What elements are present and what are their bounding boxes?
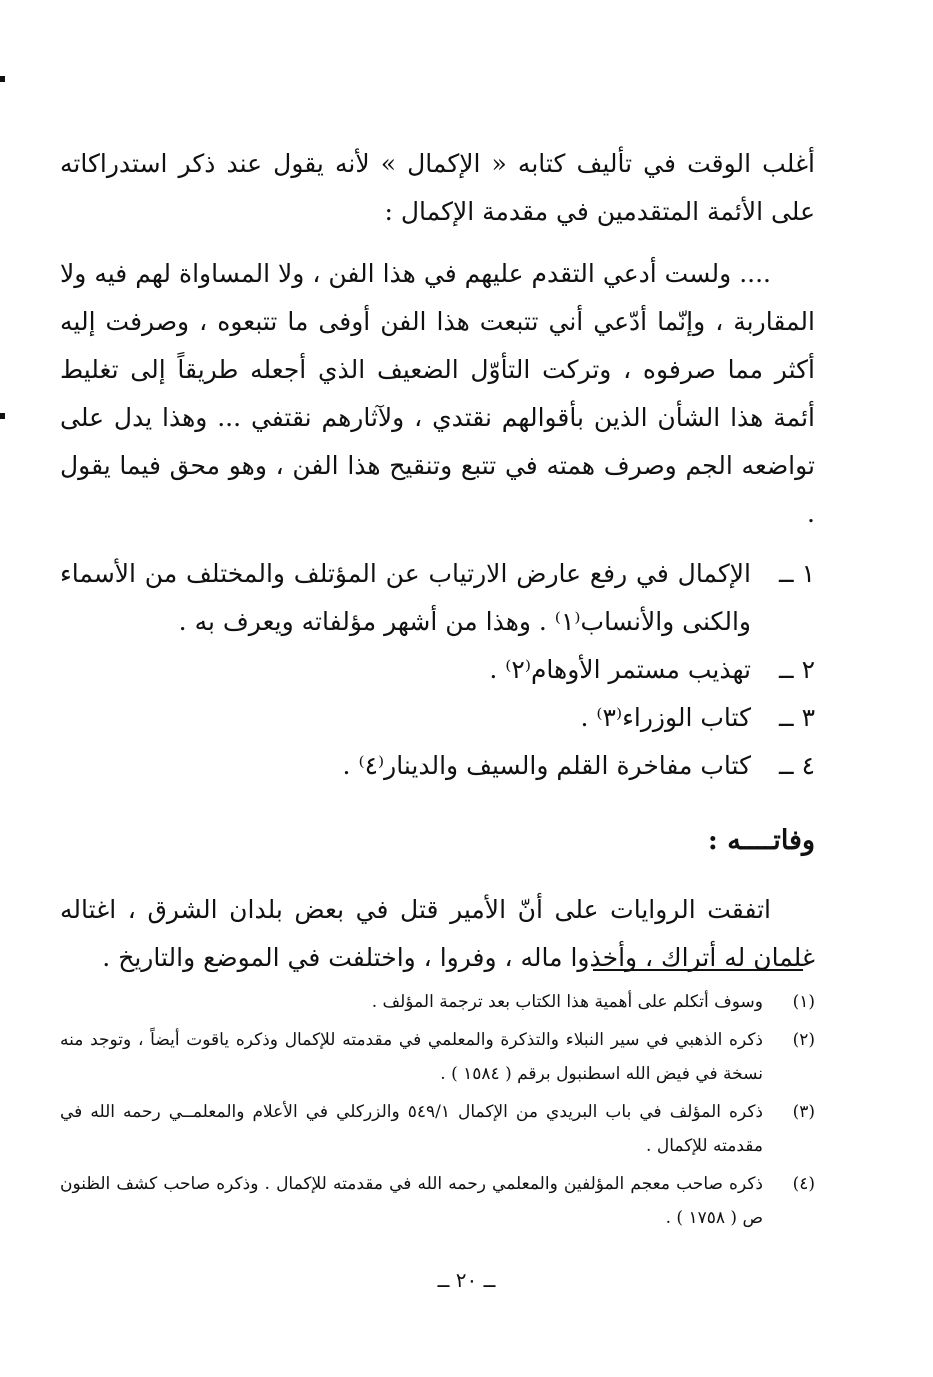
list-item-number: ٤ ــ	[778, 751, 815, 780]
footnote	[60, 1023, 815, 1091]
list-item	[60, 694, 815, 742]
footnote-number: (٢)	[792, 1030, 815, 1050]
footnote-number: (١)	[792, 992, 815, 1012]
footnotes	[60, 985, 815, 1239]
list-item-number: ٢ ــ	[778, 655, 815, 684]
footnote	[60, 985, 815, 1019]
footnote-number: (٤)	[792, 1174, 815, 1194]
footnote-number: (٣)	[792, 1102, 815, 1122]
works-list	[60, 550, 815, 790]
list-item-text: تهذيب مستمر الأوهام⁽٢⁾ .	[489, 655, 751, 684]
list-item-text: الإكمال في رفع عارض الارتياب عن المؤتلف والمختلف من الأسماء والكنى والأنساب⁽١⁾ . وهذا من أشهر مؤلفاته ويعرف به .	[60, 559, 751, 636]
footnote-text: ذكره الذهبي في سير النبلاء والتذكرة والمعلمي في مقدمته للإكمال وذكره ياقوت أيضاً ، وتوجد منه نسخة في فيض الله اسطنبول برقم ( ١٥٨٤ ) .	[60, 1030, 763, 1084]
footnote-text: وسوف أتكلم على أهمية هذا الكتاب بعد ترجمة المؤلف .	[371, 992, 763, 1012]
list-item-number: ٣ ــ	[778, 703, 815, 732]
scan-mark-middle	[0, 413, 5, 419]
list-item-text: كتاب الوزراء⁽٣⁾ .	[580, 703, 751, 732]
section-heading-death: وفاتــــه :	[707, 825, 815, 856]
intro-paragraph: أغلب الوقت في تأليف كتابه « الإكمال » لأنه يقول عند ذكر استدراكاته على الأئمة المتقدمين في مقدمة الإكمال :	[60, 149, 815, 226]
quote-paragraph: .... ولست أدعي التقدم عليهم في هذا الفن ، ولا المساواة لهم فيه ولا المقاربة ، وإنّما أدّعي أني تتبعت هذا الفن أوفى ما تتبعوه ، وصرفت إليه أكثر مما صرفوه ، وتركت التأوّل الضعيف الذي أجعله طريقاً إلى تغليط أئمة هذا الشأن الذين بأقوالهم نقتدي ، ولآثارهم نقتفي ... وهذا يدل على تواضعه الجم وصرف همته في تتبع وتنقيح هذا الفن ، وهو محق فيما يقول .	[60, 259, 815, 528]
page-number: ــ ٢٠ ــ	[437, 1268, 496, 1292]
page-body	[60, 140, 815, 982]
scan-mark-top	[0, 76, 5, 82]
death-paragraph: اتفقت الروايات على أنّ الأمير قتل في بعض بلدان الشرق ، اغتاله غلمان له أتراك ، وأخذوا ماله ، وفروا ، واختلفت في الموضع والتاريخ .	[60, 895, 815, 972]
footnote-text: ذكره المؤلف في باب البريدي من الإكمال ٥٤٩/١ والزركلي في الأعلام والمعلمــي رحمه الله في مقدمته للإكمال .	[60, 1102, 763, 1156]
footnote-text: ذكره صاحب معجم المؤلفين والمعلمي رحمه الله في مقدمته للإكمال . وذكره صاحب كشف الظنون ص ( ١٧٥٨ ) .	[60, 1174, 763, 1228]
list-item-text: كتاب مفاخرة القلم والسيف والدينار⁽٤⁾ .	[342, 751, 751, 780]
list-item-number: ١ ــ	[778, 559, 815, 588]
list-item	[60, 550, 815, 646]
footnote	[60, 1095, 815, 1163]
list-item	[60, 646, 815, 694]
footnote-divider	[593, 969, 803, 971]
footnote	[60, 1167, 815, 1235]
list-item	[60, 742, 815, 790]
